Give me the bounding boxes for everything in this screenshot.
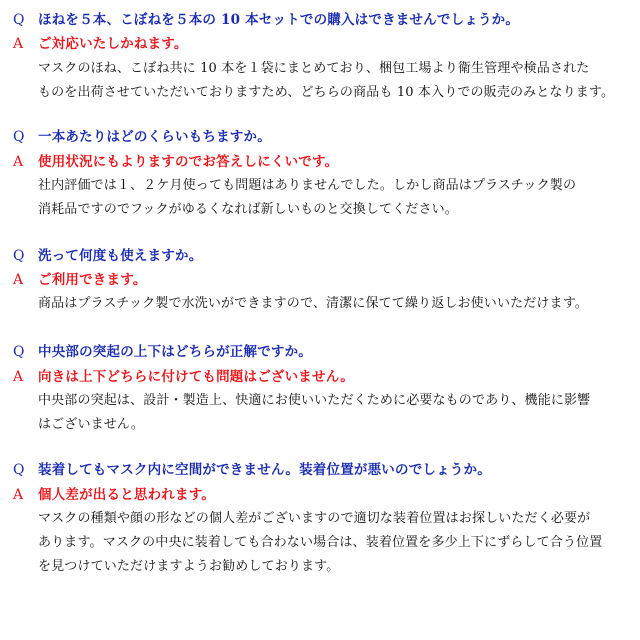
answer-line: あります。マスクの中央に装着しても合わない場合は、装着位置を多少上下にずらして合う位置 [38, 535, 603, 550]
question-text: 中央部の突起の上下はどちらが正解ですか。 [38, 344, 312, 360]
question-text: 洗って何度も使えますか。 [38, 248, 203, 264]
answer-body [38, 507, 634, 579]
answer-line: マスクのほね、こぼね共に 10 本を１袋にまとめており、梱包工場より衛生管理や検品された [38, 61, 590, 76]
answer-line: はございません。 [38, 417, 144, 432]
answer-body [38, 57, 634, 105]
answer-title: 使用状況にもよりますのでお答えしにくいです。 [38, 154, 339, 170]
answer-body [38, 389, 634, 437]
answer-marker: A [13, 487, 24, 503]
question-marker: Q [13, 12, 25, 28]
question-marker: Q [13, 344, 25, 360]
answer-line: 中央部の突起は、設計・製造上、快適にお使いいただくために必要なものであり、機能に影響 [38, 393, 591, 408]
answer-marker: A [13, 154, 24, 170]
answer-body [38, 174, 634, 222]
question-text: 一本あたりはどのくらいもちますか。 [38, 129, 271, 145]
question-marker: Q [13, 248, 25, 264]
answer-line: ものを出荷させていただいておりますため、どちらの商品も 10 本入りでの販売のみとなります。 [38, 85, 615, 100]
answer-line: 社内評価では１、２ケ月使っても問題はありませんでした。しかし商品はプラスチック製の [38, 178, 577, 193]
answer-line: 商品はプラスチック製で水洗いができますので、清潔に保てて繰り返しお使いいただけます。 [38, 296, 588, 311]
answer-body [38, 292, 634, 316]
question-text: ほねを５本、こぼねを５本の 10 本セットでの購入はできませんでしょうか。 [38, 12, 520, 28]
answer-marker: A [13, 272, 24, 288]
answer-line: 消耗品ですのでフックがゆるくなれば新しいものと交換してください。 [38, 202, 458, 217]
question-marker: Q [13, 462, 25, 478]
question-marker: Q [13, 129, 25, 145]
answer-title: ご対応いたしかねます。 [38, 36, 188, 52]
answer-title: 向きは上下どちらに付けても問題はございません。 [38, 369, 354, 385]
answer-line: マスクの種類や顔の形などの個人差がございますので適切な装着位置はお探しいただく必要が [38, 511, 591, 526]
answer-line: を見つけていただけますようお勧めしております。 [38, 559, 340, 574]
answer-title: 個人差が出ると思われます。 [38, 487, 216, 503]
answer-marker: A [13, 36, 24, 52]
question-text: 装着してもマスク内に空間ができません。装着位置が悪いのでしょうか。 [38, 462, 491, 478]
answer-marker: A [13, 369, 24, 385]
answer-title: ご利用できます。 [38, 272, 147, 288]
